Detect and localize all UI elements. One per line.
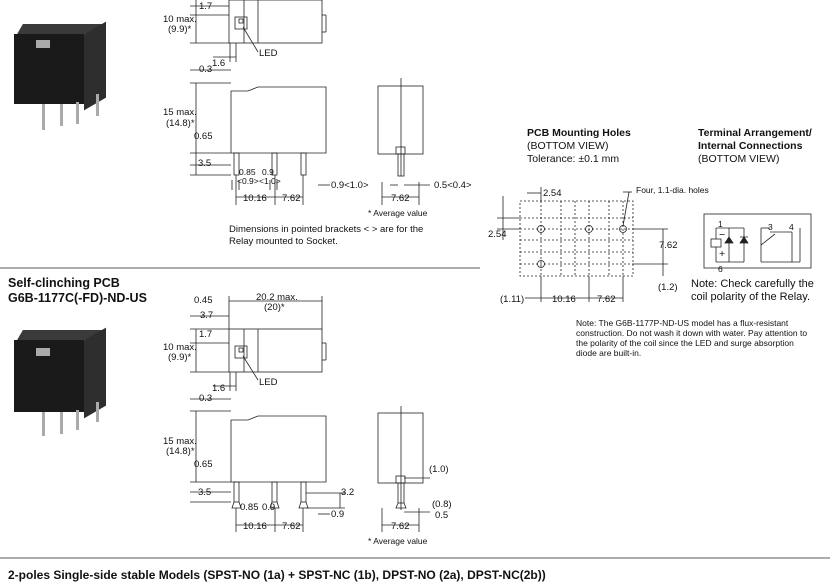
dim-label: 7.62 xyxy=(391,193,410,204)
dim-label: 7.62 xyxy=(282,193,301,204)
holes-label: Four, 1.1-dia. holes xyxy=(636,185,709,195)
dim-label: <0.9> xyxy=(237,176,259,186)
pcb-title: PCB Mounting Holes xyxy=(527,127,631,139)
pcb-tolerance: Tolerance: ±0.1 mm xyxy=(527,153,620,165)
dim-label: 0.5<0.4> xyxy=(434,180,472,191)
dim-label: 0.9<1.0> xyxy=(331,180,369,191)
polarity-minus: − xyxy=(719,229,726,241)
dim-label: 2.54 xyxy=(543,188,562,199)
terminal-subtitle: (BOTTOM VIEW) xyxy=(698,153,780,165)
dim-label: 1.6 xyxy=(212,383,226,394)
dim-label: 3.7 xyxy=(200,310,214,321)
pin-label: 3 xyxy=(768,222,773,232)
dim-label: (0.8) xyxy=(432,499,452,510)
dim-label: 7.62 xyxy=(659,240,678,251)
section-model: G6B-1177C(-FD)-ND-US xyxy=(8,291,147,305)
dim-label: 7.62 xyxy=(391,521,410,532)
dim-label: 0.5 xyxy=(435,510,449,521)
pin-label: 4 xyxy=(789,222,794,232)
section-title: Self-clinching PCB xyxy=(8,276,120,290)
dim-label: 3.2 xyxy=(341,487,355,498)
dim-label: 3.5 xyxy=(198,158,212,169)
dim-label: (9.9)* xyxy=(168,352,192,363)
polarity-note: Note: Check carefully the xyxy=(691,278,814,290)
average-value-note: * Average value xyxy=(368,208,428,218)
polarity-note: coil polarity of the Relay. xyxy=(691,291,811,303)
average-value-note: * Average value xyxy=(368,536,428,546)
dim-label: (1.2) xyxy=(658,282,678,293)
led-label: LED xyxy=(259,48,278,59)
dim-label: 0.9 xyxy=(262,167,274,177)
dim-label: 0.3 xyxy=(199,64,213,75)
dim-label: 0.85 xyxy=(239,167,256,177)
dim-label: 15 max. xyxy=(163,436,197,447)
dim-label: 10 max. xyxy=(163,342,197,353)
dim-label: (1.11) xyxy=(500,294,525,305)
dim-label: 0.65 xyxy=(194,131,213,142)
dim-label: <1.0> xyxy=(259,176,281,186)
dim-label: 2.54 xyxy=(488,229,507,240)
terminal-title: Terminal Arrangement/ xyxy=(698,127,812,139)
pin-label: 6 xyxy=(718,264,723,274)
mid-relay-end-view xyxy=(378,406,430,532)
dim-label: 1.7 xyxy=(199,329,213,340)
pcb-hole-drawing xyxy=(497,187,668,302)
dim-label: (14.8)* xyxy=(166,446,195,457)
model-note: Note: The G6B-1177P-ND-US model has a flux-resistant construction. Do not wash it down with water. Pay attention to the polarity of the coil since the LED and surge absorption diode are built-in. xyxy=(576,318,808,358)
brackets-note: Relay mounted to Socket. xyxy=(229,236,338,247)
dim-label: 0.85 xyxy=(240,502,259,513)
pin-label: 1 xyxy=(718,219,723,229)
dim-label: 7.62 xyxy=(597,294,616,305)
dim-label: 10 max. xyxy=(163,14,197,25)
dim-label: 0.9 xyxy=(262,502,276,513)
dim-label: 1.7 xyxy=(199,1,213,12)
top-relay-end-view xyxy=(378,78,430,205)
dim-label: (1.0) xyxy=(429,464,449,475)
brackets-note: Dimensions in pointed brackets < > are for the xyxy=(229,224,424,235)
relay-photo-top xyxy=(14,24,114,132)
dim-label: 0.9 xyxy=(331,509,345,520)
led-label: LED xyxy=(259,377,278,388)
dim-label: 0.65 xyxy=(194,459,213,470)
dim-label: 10.16 xyxy=(243,521,267,532)
dim-label: (20)* xyxy=(264,302,285,313)
dim-label: 0.3 xyxy=(199,393,213,404)
terminal-title: Internal Connections xyxy=(698,140,803,152)
dim-label: 15 max. xyxy=(163,107,197,118)
dim-label: (14.8)* xyxy=(166,118,195,129)
dim-label: 7.62 xyxy=(282,521,301,532)
dim-label: (9.9)* xyxy=(168,24,192,35)
polarity-plus: + xyxy=(719,248,726,260)
dim-label: 20.2 max. xyxy=(256,292,298,303)
dim-label: 10.16 xyxy=(243,193,267,204)
pcb-subtitle: (BOTTOM VIEW) xyxy=(527,140,609,152)
footer-heading: 2-poles Single-side stable Models (SPST-NO (1a) + SPST-NC (1b), DPST-NO (2a), DPST-NC(2b)) xyxy=(8,568,546,582)
dim-label: 0.45 xyxy=(194,295,213,306)
dim-label: 1.6 xyxy=(212,58,226,69)
dim-label: 3.5 xyxy=(198,487,212,498)
dim-label: 10.16 xyxy=(552,294,576,305)
relay-photo-mid xyxy=(14,330,114,440)
